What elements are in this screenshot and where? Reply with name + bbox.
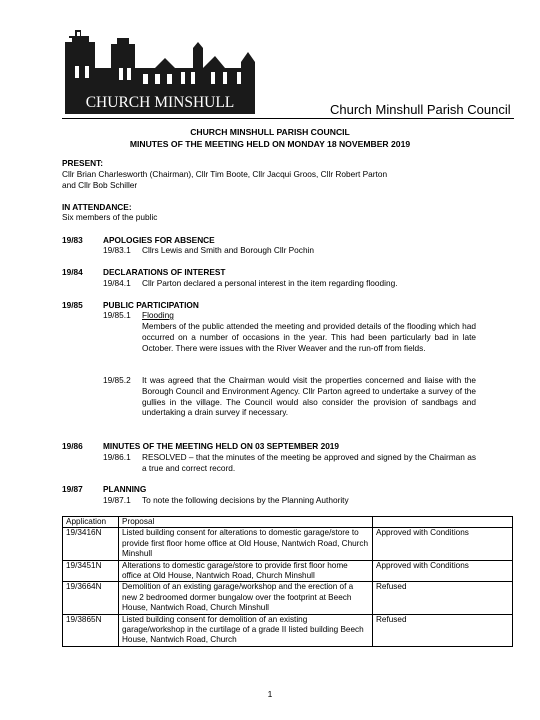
header-rule	[62, 118, 514, 119]
page-number: 1	[267, 689, 273, 699]
document-title: CHURCH MINSHULL PARISH COUNCIL	[190, 127, 350, 137]
item-number: 19/85	[62, 300, 83, 310]
subitem-number: 19/86.1	[103, 452, 131, 462]
table-header-row	[63, 517, 513, 528]
item-number: 19/83	[62, 235, 83, 245]
application-cell: 19/3664N	[63, 582, 119, 614]
proposal-cell: Listed building consent for demolition of an existing garage/workshop in the curtilage of a grade II listed building Beech House, Nantwich Road, Church	[119, 614, 373, 646]
decision-cell: Approved with Conditions	[373, 528, 513, 560]
planning-decisions-table	[62, 516, 513, 647]
table-row	[63, 614, 513, 646]
decision-cell: Approved with Conditions	[373, 560, 513, 582]
proposal-cell: Demolition of an existing garage/workshop and the erection of a new 2 bedroomed dormer bungalow over the footprint at Beech House, Nantwich Road, Church Minshull	[119, 582, 373, 614]
attendance-text: Six members of the public	[62, 212, 158, 222]
proposal-cell: Listed building consent for alterations to domestic garage/store to provide first floor home office at Old House, Nantwich Road, Church Minshull	[119, 528, 373, 560]
subitem-number: 19/85.1	[103, 310, 131, 320]
table-row	[63, 528, 513, 560]
present-line-1: Cllr Brian Charlesworth (Chairman), Cllr Tim Boote, Cllr Jacqui Groos, Cllr Robert Parton	[62, 169, 388, 179]
subitem-text: RESOLVED – that the minutes of the meeting be approved and signed by the Chairman as a true and correct record.	[142, 452, 476, 473]
item-heading: PLANNING	[103, 484, 147, 494]
subitem-number: 19/84.1	[103, 278, 131, 288]
table-header	[373, 517, 513, 528]
table-header: Proposal	[119, 517, 373, 528]
item-number: 19/84	[62, 267, 83, 277]
subitem-title: Flooding	[142, 310, 174, 320]
proposal-cell: Alterations to domestic garage/store to provide first floor home office at Old House, Nantwich Road, Church Minshull	[119, 560, 373, 582]
application-cell: 19/3451N	[63, 560, 119, 582]
subitem-text: Cllrs Lewis and Smith and Borough Cllr Pochin	[142, 245, 315, 255]
item-heading: PUBLIC PARTICIPATION	[103, 300, 199, 310]
decision-cell: Refused	[373, 614, 513, 646]
subitem-number: 19/83.1	[103, 245, 131, 255]
subitem-text: It was agreed that the Chairman would visit the properties concerned and liaise with the Borough Council and Environment Agency. Cllr Parton agreed to undertake a survey of the gullies in the village. The Council would also consider the provision of sandbags and undertaking a drain survey if necessary.	[142, 375, 476, 418]
logo-text: CHURCH MINSHULL	[85, 94, 235, 111]
subitem-number: 19/87.1	[103, 495, 131, 505]
decision-cell: Refused	[373, 582, 513, 614]
present-line-2: and Cllr Bob Schiller	[62, 180, 138, 190]
present-heading: PRESENT:	[62, 158, 104, 168]
application-cell: 19/3416N	[63, 528, 119, 560]
attendance-heading: IN ATTENDANCE:	[62, 202, 132, 212]
item-heading: APOLOGIES FOR ABSENCE	[103, 235, 215, 245]
table-header: Application	[63, 517, 119, 528]
table-row	[63, 582, 513, 614]
table-row	[63, 560, 513, 582]
subitem-text: To note the following decisions by the Planning Authority	[142, 495, 349, 505]
application-cell: 19/3865N	[63, 614, 119, 646]
subitem-number: 19/85.2	[103, 375, 131, 385]
subitem-text: Cllr Parton declared a personal interest in the item regarding flooding.	[142, 278, 398, 288]
item-number: 19/86	[62, 441, 83, 451]
item-heading: DECLARATIONS OF INTEREST	[103, 267, 226, 277]
church-minshull-logo	[65, 22, 255, 114]
document-subtitle: MINUTES OF THE MEETING HELD ON MONDAY 18 NOVEMBER 2019	[129, 139, 411, 149]
item-number: 19/87	[62, 484, 83, 494]
item-heading: MINUTES OF THE MEETING HELD ON 03 SEPTEMBER 2019	[103, 441, 340, 451]
council-name: Church Minshull Parish Council	[330, 102, 511, 117]
subitem-text: Members of the public attended the meeting and provided details of the flooding which had occurred on a number of occasions in the year. This had been particularly bad in late October. There were issues with the River Weaver and the run-off from fields.	[142, 321, 476, 353]
